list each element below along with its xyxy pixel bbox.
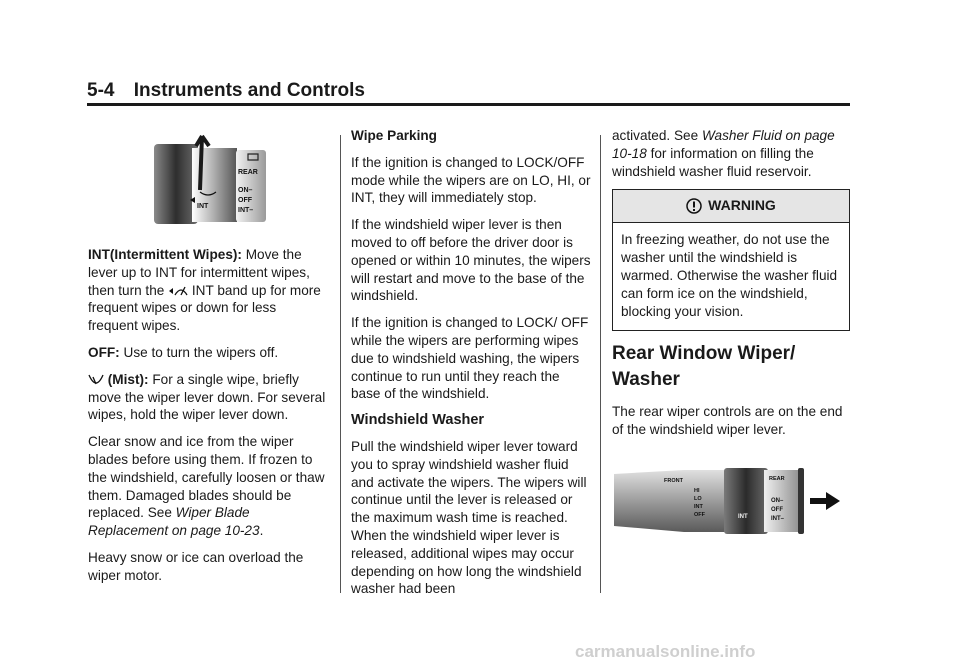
mist-label: (Mist):	[107, 371, 149, 387]
cont-text-a: activated. See	[612, 128, 699, 143]
mist-wiper-icon	[88, 372, 104, 388]
warning-title: WARNING	[708, 197, 776, 214]
clear-paragraph	[88, 433, 328, 540]
rear-wiper-lever-figure	[614, 466, 844, 541]
off-paragraph	[88, 344, 328, 362]
fig2-int-label: INT	[694, 504, 703, 510]
parking-paragraph-3: If the ignition is changed to LOCK/ OFF while the wipers are performing wipes due to windshield washing, the wipers continue to run until they reach the base of the windshield.	[351, 315, 589, 402]
cont-text-b: for information on filling the windshield washer fluid reservoir.	[612, 145, 814, 179]
fig1-on-label: ON–	[238, 187, 253, 194]
washer-paragraph: Pull the windshield wiper lever toward you to spray windshield washer fluid and activate the wipers. The wipers will continue until the lever is released or the maximum wash time is reached. When the windshield wiper lever is released, additional wipes may occur depending on how long the windshield washer had been	[351, 438, 587, 597]
column-3	[612, 127, 850, 448]
int-paragraph	[88, 246, 328, 335]
int-text-a: Move the lever up to INT for intermittent wipes, then turn the	[88, 247, 310, 298]
fig2-off2-label: OFF	[771, 507, 783, 513]
fig1-off-label: OFF	[238, 197, 252, 204]
fig2-on-label: ON–	[771, 498, 784, 504]
wipe-parking-heading: Wipe Parking	[351, 128, 437, 143]
fig2-lo-label: LO	[694, 496, 702, 502]
fig2-front-label: FRONT	[664, 478, 683, 484]
warning-text: In freezing weather, do not use the washer until the windshield is warmed. Otherwise the washer fluid can form ice on the windshield, blocking your vision.	[621, 232, 838, 319]
heavy-paragraph: Heavy snow or ice can overload the wiper motor.	[88, 549, 304, 583]
clear-end: .	[259, 523, 264, 539]
clear-text: Clear snow and ice from the wiper blades before using them. If frozen to the windshield, carefully loosen or thaw them. Damaged blades should be replaced. See	[88, 434, 325, 521]
int-text-b: INT band up for more frequent wipes or down for less frequent wipes.	[88, 282, 321, 334]
mist-text: For a single wipe, briefly move the wiper lever down. For several wipes, hold the wiper lever down.	[88, 371, 326, 423]
fig1-rear-label: REAR	[238, 169, 258, 176]
column-1	[88, 246, 328, 594]
fig2-hi-label: HI	[694, 488, 700, 494]
column-divider	[600, 135, 601, 593]
fig1-int-band-label: INT	[197, 203, 209, 210]
washer-fluid-reference[interactable]: Washer Fluid on page 10-18	[612, 128, 835, 161]
rear-wiper-text: The rear wiper controls are on the end of the windshield wiper lever.	[612, 404, 843, 438]
wiper-lever-figure	[152, 130, 268, 231]
off-label: OFF:	[88, 344, 120, 360]
watermark: carmanualsonline.info	[575, 642, 756, 661]
wiper-blade-reference[interactable]: Wiper Blade Replacement on page 10-23	[88, 505, 260, 539]
washer-continuation	[612, 127, 850, 180]
intermittent-wiper-icon	[168, 283, 188, 299]
fig2-int2-label: INT–	[771, 516, 785, 522]
column-divider	[340, 135, 341, 593]
off-text: Use to turn the wipers off.	[123, 344, 279, 360]
warning-icon	[686, 198, 702, 214]
header-rule	[87, 103, 850, 106]
page-number: 5-4	[87, 80, 115, 101]
wiper-lever-illustration	[152, 130, 268, 226]
fig1-int-label: INT–	[238, 207, 254, 214]
fig2-int-band-label: INT	[738, 514, 748, 520]
fig2-rear-label: REAR	[769, 476, 785, 482]
warning-box	[612, 189, 850, 331]
section-title: Instruments and Controls	[133, 80, 365, 101]
column-2	[351, 127, 591, 607]
parking-paragraph-2: If the windshield wiper lever is then moved to off before the driver door is opened or within 10 minutes, the wipers will restart and move to the base of the windshield.	[351, 217, 591, 304]
fig2-off-label: OFF	[694, 512, 705, 518]
warning-title-bar	[613, 190, 849, 223]
pull-arrow-icon	[810, 492, 840, 510]
parking-paragraph-1: If the ignition is changed to LOCK/OFF mode while the wipers are on LO, HI, or INT, they will immediately stop.	[351, 154, 591, 206]
rear-wiper-lever-illustration	[614, 466, 844, 536]
windshield-washer-heading: Windshield Washer	[351, 412, 485, 429]
warning-body	[613, 223, 849, 330]
mist-paragraph	[88, 371, 328, 424]
int-label: INT(Intermittent Wipes):	[88, 247, 242, 262]
rear-wiper-heading: Rear Window Wiper/ Washer	[612, 343, 796, 391]
